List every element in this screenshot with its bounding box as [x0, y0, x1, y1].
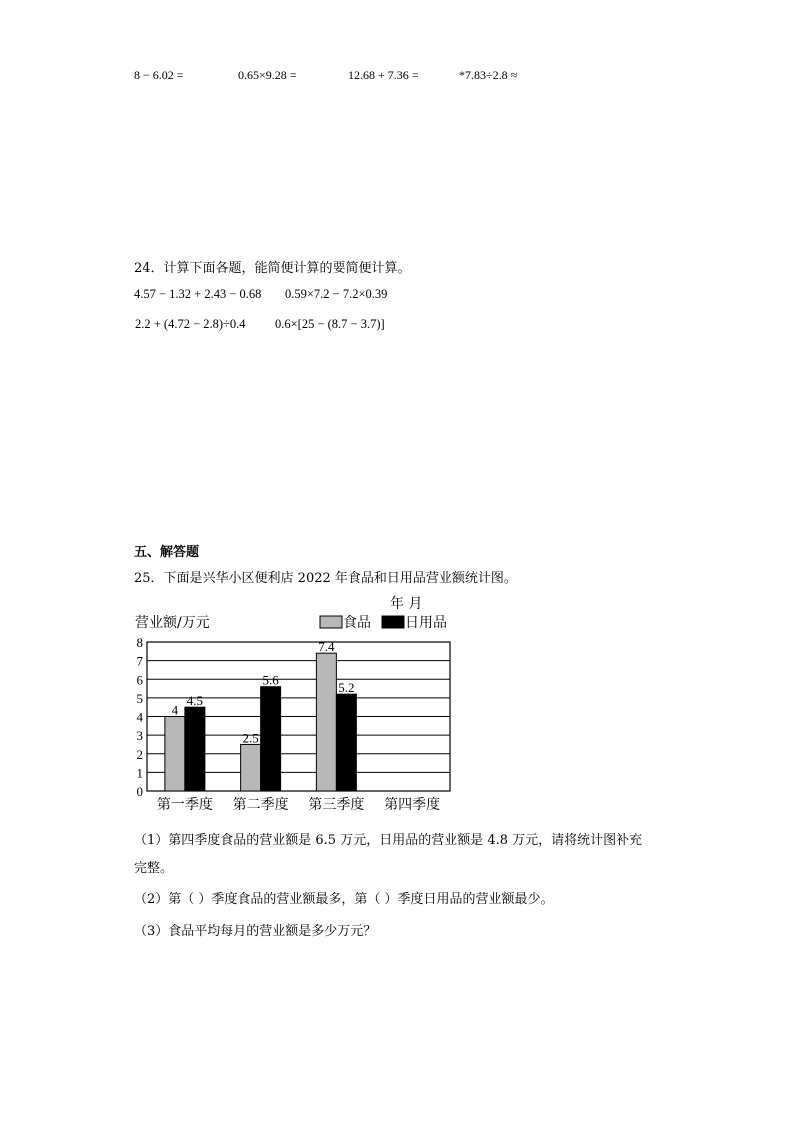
q25-sub3: （3）食品平均每月的营业额是多少万元？ [134, 924, 377, 939]
bar [336, 694, 356, 791]
x-tick-label: 第四季度 [384, 797, 441, 813]
q24-expr-2b: 0.6×[25 − (8.7 − 3.7)] [275, 317, 385, 331]
calc-item-1: 8 − 6.02 = [134, 68, 184, 82]
q25-sub1-line2: 完整。 [134, 861, 174, 876]
calc-item-4: *7.83÷2.8 ≈ [459, 68, 518, 82]
bar [241, 744, 261, 791]
legend-label-daily: 日用品 [405, 615, 447, 631]
data-label: 4.5 [186, 693, 203, 709]
data-label: 5.6 [262, 672, 279, 688]
bar [316, 653, 336, 791]
y-tick-label: 0 [136, 784, 143, 799]
chart-y-label: 营业额/万元 [135, 615, 210, 631]
calc-item-3: 12.68 + 7.36 = [348, 68, 419, 82]
bar-chart [130, 590, 470, 820]
chart-date-label: 年 月 [390, 596, 423, 612]
y-tick-label: 5 [136, 690, 143, 706]
q24-expr-1b: 0.59×7.2 − 7.2×0.39 [285, 287, 388, 301]
bar [185, 707, 205, 791]
q24-title: 24．计算下面各题，能简便计算的要简便计算。 [134, 261, 411, 276]
x-tick-label: 第三季度 [308, 797, 365, 813]
x-tick-label: 第二季度 [232, 797, 289, 813]
q25-sub1-line1: （1）第四季度食品的营业额是 6.5 万元，日用品的营业额是 4.8 万元，请将统计图补充 [134, 833, 643, 848]
bar [261, 687, 281, 791]
y-tick-label: 7 [136, 653, 143, 669]
y-tick-label: 2 [136, 746, 143, 762]
y-tick-label: 3 [136, 728, 143, 744]
y-tick-label: 8 [136, 635, 143, 650]
q25-title: 25．下面是兴华小区便利店 2022 年食品和日用品营业额统计图。 [134, 571, 517, 586]
q24-expr-2a: 2.2 + (4.72 − 2.8)÷0.4 [135, 317, 246, 331]
data-label: 4 [171, 702, 179, 718]
bar [165, 717, 185, 792]
data-label: 5.2 [338, 680, 355, 696]
q24-expr-1a: 4.57 − 1.32 + 2.43 − 0.68 [134, 287, 262, 301]
legend-swatch-daily [382, 616, 404, 628]
q25-sub2: （2）第（ ）季度食品的营业额最多，第（ ）季度日用品的营业额最少。 [134, 892, 554, 907]
legend-label-food: 食品 [343, 615, 371, 631]
data-label: 7.4 [318, 639, 335, 655]
calc-item-2: 0.65×9.28 = [238, 68, 297, 82]
y-tick-label: 4 [136, 709, 143, 725]
section-title: 五、解答题 [134, 545, 200, 560]
x-tick-label: 第一季度 [156, 797, 213, 813]
y-tick-label: 1 [136, 765, 143, 781]
y-tick-label: 6 [136, 672, 143, 688]
legend-swatch-food [320, 616, 342, 628]
data-label: 2.5 [242, 730, 259, 746]
